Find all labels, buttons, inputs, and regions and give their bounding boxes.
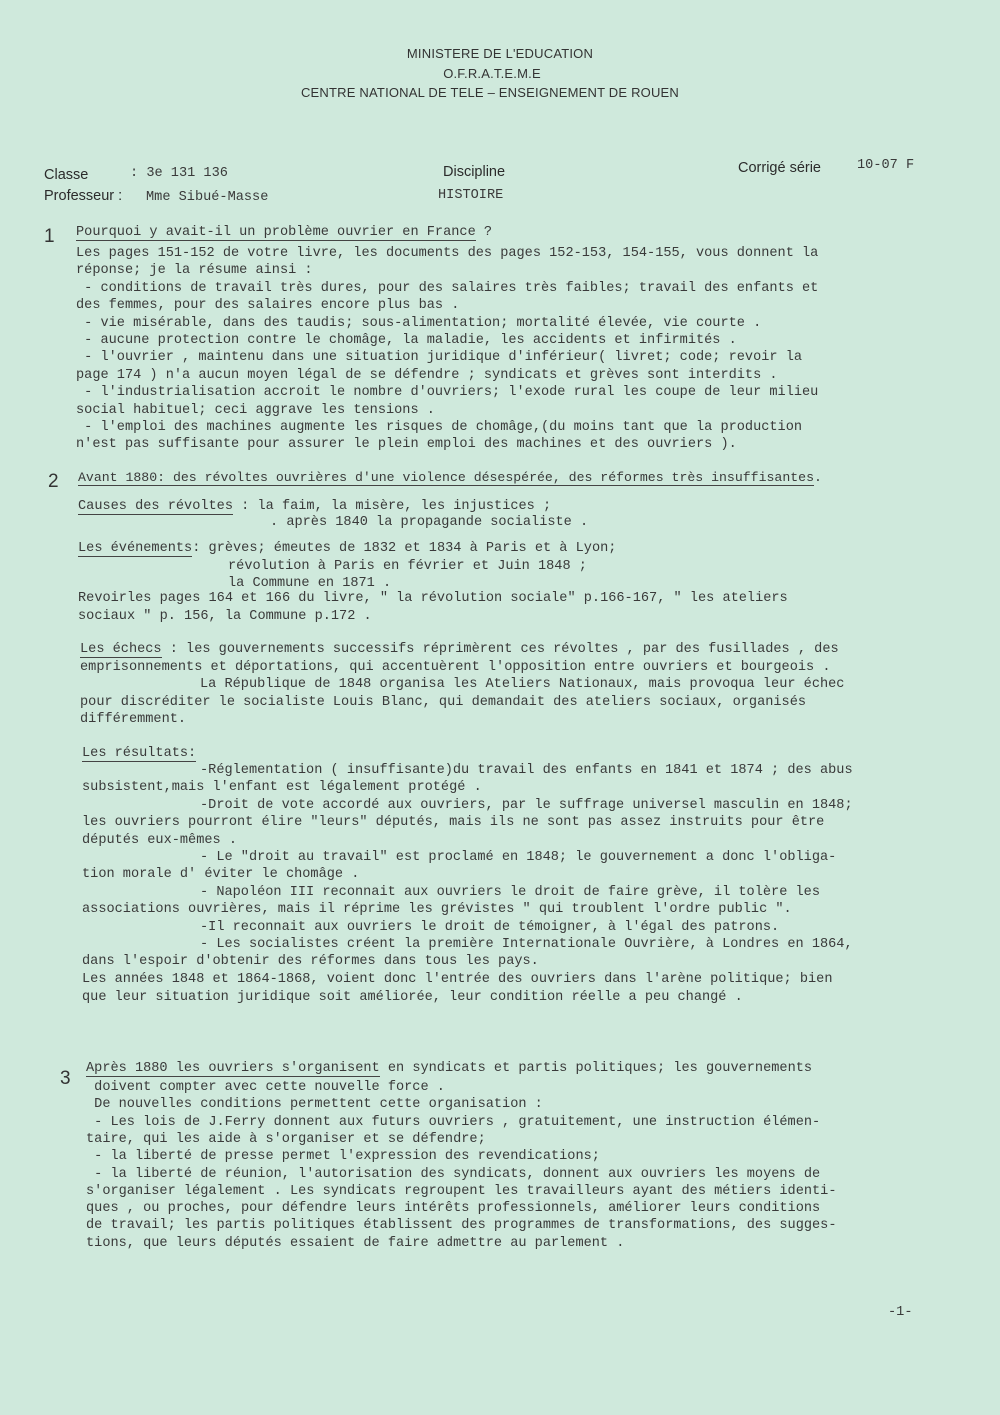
text-line: députés eux-mêmes . <box>82 832 237 848</box>
evenements-line-1 <box>78 540 616 557</box>
professeur-label: Professeur : <box>44 188 123 204</box>
text-line: - l'emploi des machines augmente les risques de chomâge,(du moins tant que la production <box>76 420 803 435</box>
text-line: les ouvriers pourront élire "leurs" députés, mais ils ne sont pas assez instruits pour être <box>82 815 825 831</box>
section-1-title-end: ? <box>475 225 493 240</box>
causes-text-1: : la faim, la misère, les injustices ; <box>233 499 552 514</box>
echecs-text-4: pour discréditer le socialiste Louis Blanc, qui demandait des ateliers sociaux, organisés <box>80 695 807 710</box>
text-line: tions, que leurs députés essaient de faire admettre au parlement . <box>86 1235 625 1251</box>
text-line: - Le "droit au travail" est proclamé en 1848; le gouvernement a donc l'obliga- <box>200 850 837 865</box>
section-3-heading <box>86 1060 812 1077</box>
classe-label: Classe <box>44 167 89 183</box>
text-line: des femmes, pour des salaires encore plus bas . <box>76 298 460 314</box>
evenements-label: Les événements <box>78 541 193 556</box>
professeur-value: Mme Sibué-Masse <box>146 190 269 205</box>
discipline-value: HISTOIRE <box>438 188 504 203</box>
section-1-heading <box>76 224 492 241</box>
text-line: doivent compter avec cette nouvelle force . <box>86 1080 445 1095</box>
text-line: - l'industrialisation accroit le nombre d'ouvriers; l'exode rural les coupe de leur milieu <box>76 385 819 401</box>
organization-title: O.F.R.A.T.E.M.E <box>443 66 541 81</box>
text-line: s'organiser légalement . Les syndicats regroupent les travailleurs ayant des métiers identi- <box>86 1183 837 1199</box>
conclusion-text-1: Les années 1848 et 1864-1868, voient donc l'entrée des ouvriers dans l'arène politique; bien <box>82 972 833 987</box>
causes-line-1 <box>78 498 551 515</box>
echecs-text-2: emprisonnements et déportations, qui accentuèrent l'opposition entre ouvriers et bourgeois . <box>80 660 831 675</box>
section-2-title: Avant 1880: des révoltes ouvrières d'une violence désespérée, des réformes très insuffisantes <box>78 470 814 485</box>
text-line: tion morale d' éviter le chomâge . <box>82 867 360 883</box>
text-line: - l'ouvrier , maintenu dans une situation juridique d'inférieur( livret; code; revoir la <box>76 350 803 366</box>
revoir-text-1: Revoirles pages 164 et 166 du livre, " la révolution sociale" p.166-167, " les ateliers <box>78 591 788 606</box>
echecs-label: Les échecs <box>80 642 162 657</box>
causes-text-2: . après 1840 la propagande socialiste . <box>270 515 589 530</box>
section-3-number: 3 <box>60 1068 71 1089</box>
text-line: - vie misérable, dans des taudis; sous-alimentation; mortalité élevée, vie courte . <box>76 315 762 331</box>
resultats-label: Les résultats: <box>82 746 197 761</box>
corrige-label: Corrigé série <box>738 160 821 176</box>
text-line: -Il reconnait aux ouvriers le droit de témoigner, à l'égal des patrons. <box>200 919 780 935</box>
echecs-text-1: : les gouvernements successifs réprimèrent ces révoltes , par des fusillades , des <box>161 642 839 657</box>
ministry-title: MINISTERE DE L'EDUCATION <box>406 46 594 61</box>
conclusion-text-2: que leur situation juridique soit améliorée, leur condition réelle a peu changé . <box>82 990 743 1005</box>
section-2-number: 2 <box>48 471 59 492</box>
centre-title: CENTRE NATIONAL DE TELE – ENSEIGNEMENT DE ROUEN <box>300 85 680 100</box>
echecs-text-3: La République de 1848 organisa les Ateliers Nationaux, mais provoqua leur échec <box>200 677 845 692</box>
text-line: de travail; les partis politiques établissent des programmes de transformations, des sugges- <box>86 1218 837 1234</box>
evenements-text-3: la Commune en 1871 . <box>228 576 392 591</box>
text-line: - Les lois de J.Ferry donnent aux futurs ouvriers , gratuitement, une instruction élémen- <box>86 1114 821 1130</box>
text-line: subsistent,mais l'enfant est légalement protégé . <box>82 780 482 796</box>
echecs-line-1 <box>80 641 839 658</box>
text-line: taire, qui les aide à s'organiser et se défendre; <box>86 1131 486 1147</box>
echecs-text-5: différemment. <box>80 712 187 727</box>
text-line: - la liberté de réunion, l'autorisation des syndicats, donnent aux ouvriers les moyens de <box>86 1166 821 1182</box>
text-line: -Droit de vote accordé aux ouvriers, par le suffrage universel masculin en 1848; <box>200 797 853 813</box>
corrige-value: 10-07 F <box>857 158 915 173</box>
section-3-title-rest: en syndicats et partis politiques; les gouvernements <box>379 1061 813 1076</box>
classe-value: : 3e 131 136 <box>130 166 228 181</box>
section-3-title: Après 1880 les ouvriers s'organisent <box>86 1061 380 1076</box>
causes-label: Causes des révoltes <box>78 499 233 514</box>
text-line: Les pages 151-152 de votre livre, les documents des pages 152-153, 154-155, vous donnent la <box>76 246 819 261</box>
text-line: - Les socialistes créent la première Internationale Ouvrière, à Londres en 1864, <box>200 937 853 952</box>
text-line: n'est pas suffisante pour assurer le plein emploi des machines et des ouvriers ). <box>76 437 737 453</box>
section-2-heading <box>78 469 822 486</box>
text-line: dans l'espoir d'obtenir des réformes dans tous les pays. <box>82 954 539 970</box>
section-1-number: 1 <box>44 226 55 247</box>
text-line: - aucune protection contre le chomâge, la maladie, les accidents et infirmités . <box>76 333 737 348</box>
text-line: réponse; je la résume ainsi : <box>76 263 313 279</box>
text-line: - Napoléon III reconnait aux ouvriers le droit de faire grève, il tolère les <box>200 884 820 900</box>
text-line: De nouvelles conditions permettent cette organisation : <box>86 1097 543 1113</box>
discipline-label: Discipline <box>443 164 506 180</box>
text-line: -Réglementation ( insuffisante)du travail des enfants en 1841 et 1874 ; des abus <box>200 763 853 778</box>
section-1-title: Pourquoi y avait-il un problème ouvrier en France <box>76 225 476 240</box>
text-line: ques , ou proches, pour défendre leurs intérêts professionnels, améliorer leurs conditions <box>86 1201 821 1217</box>
text-line: page 174 ) n'a aucun moyen légal de se défendre ; syndicats et grèves sont interdits . <box>76 367 778 383</box>
page-number: -1- <box>888 1305 913 1320</box>
text-line: - conditions de travail très dures, pour des salaires très faibles; travail des enfants et <box>76 280 819 296</box>
section-2-title-end: . <box>813 470 822 485</box>
text-line: associations ouvrières, mais il réprime les grévistes " qui troublent l'ordre public ". <box>82 902 792 918</box>
text-line: - la liberté de presse permet l'expression des revendications; <box>86 1149 600 1165</box>
revoir-text-2: sociaux " p. 156, la Commune p.172 . <box>78 609 372 624</box>
evenements-text-2: révolution à Paris en février et Juin 1848 ; <box>228 559 587 574</box>
evenements-text-1: : grèves; émeutes de 1832 et 1834 à Paris et à Lyon; <box>192 541 617 556</box>
text-line: social habituel; ceci aggrave les tensions . <box>76 402 435 418</box>
